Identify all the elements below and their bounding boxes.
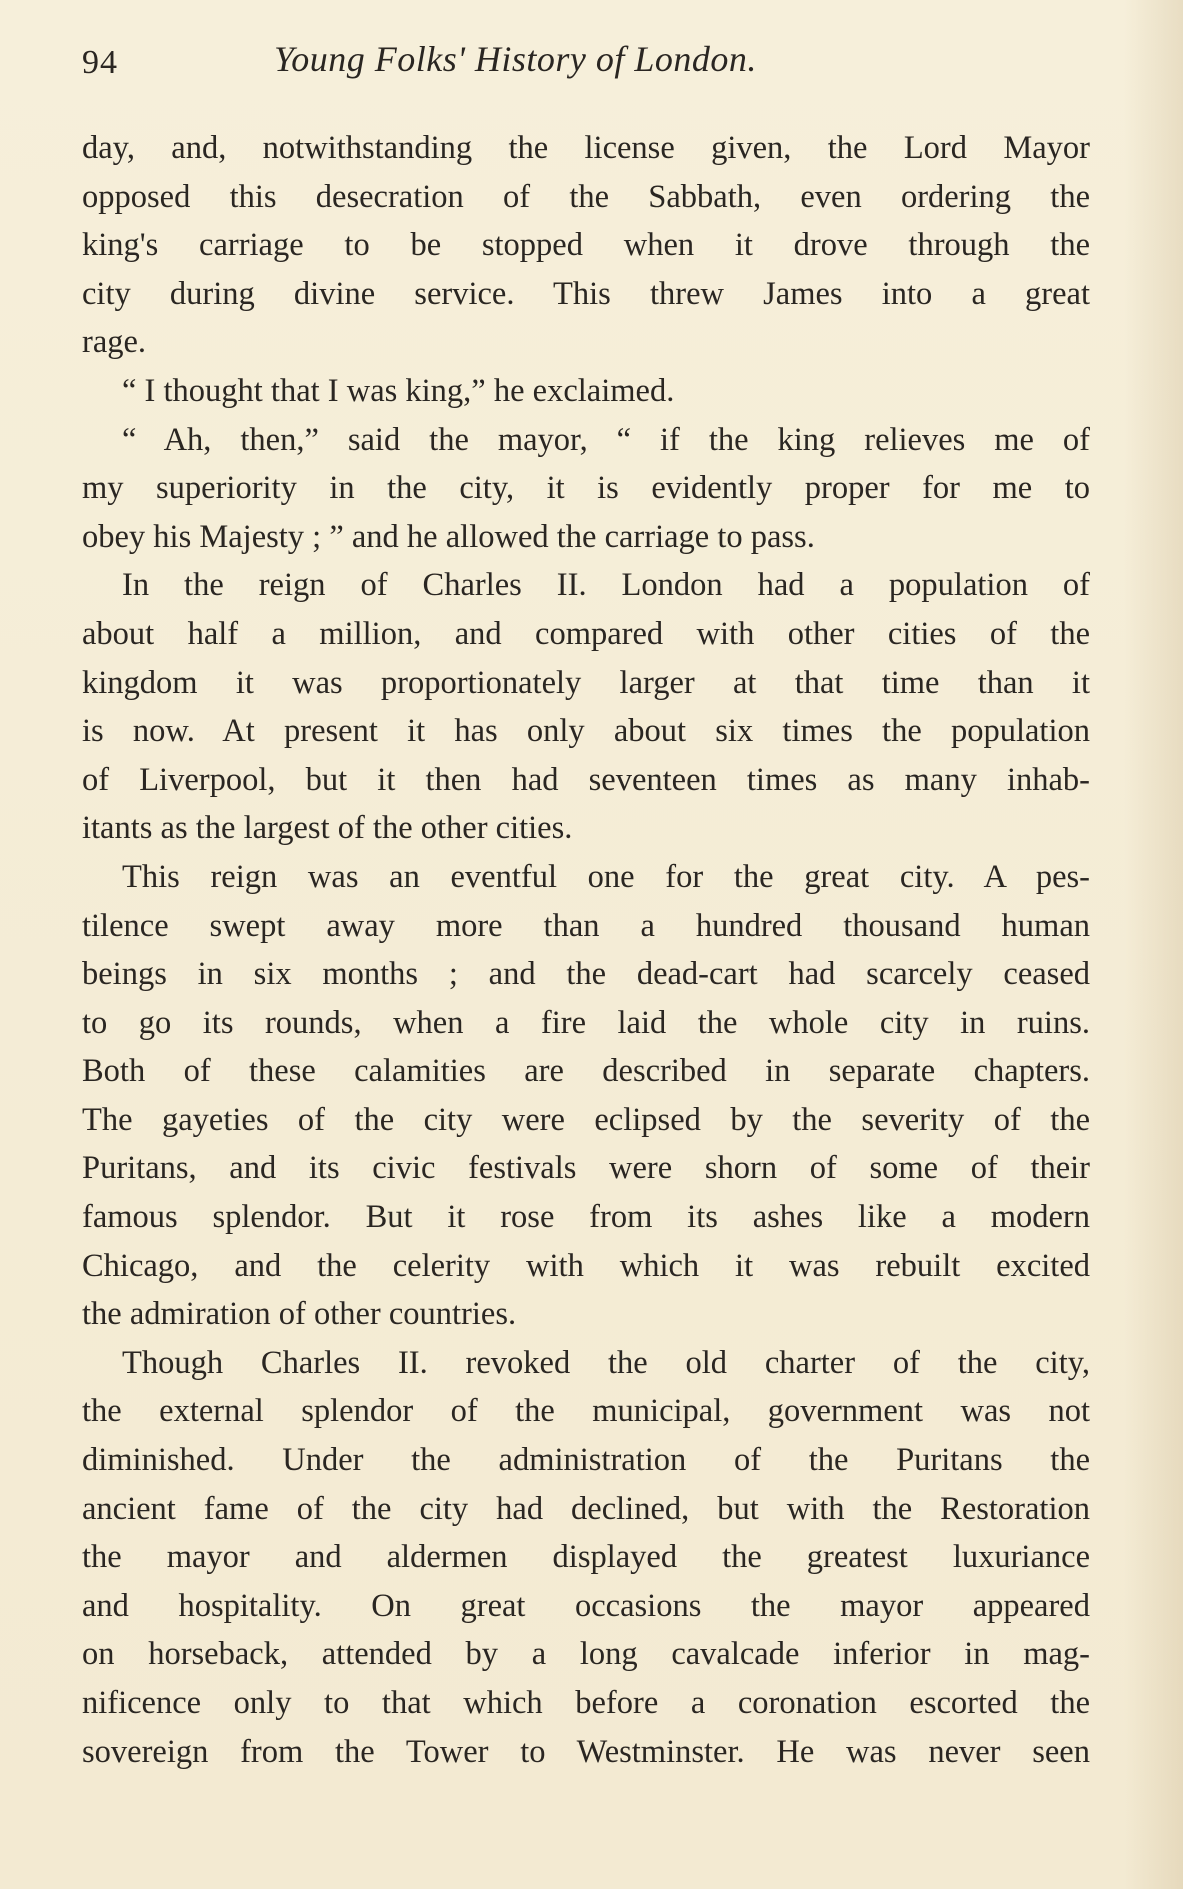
text-line: “ I thought that I was king,” he exclaimed. (122, 372, 675, 409)
text-line: opposed this desecration of the Sabbath, even ordering the (82, 178, 1090, 215)
text-line: nificence only to that which before a coronation escorted the (82, 1685, 1090, 1721)
text-line: diminished. Under the administration of the Puritans the (82, 1442, 1090, 1479)
text-line: beings in six months ; and the dead-cart had scarcely ceased (82, 956, 1090, 993)
text-line: on horseback, attended by a long cavalcade inferior in mag- (82, 1636, 1090, 1673)
text-line: rage. (82, 324, 147, 361)
text-line: the external splendor of the municipal, government was not (82, 1393, 1090, 1430)
text-line: city during divine service. This threw James into a great (82, 275, 1090, 312)
text-line: kingdom it was proportionately larger at that time than it (82, 664, 1090, 701)
text-line: king's carriage to be stopped when it drove through the (82, 227, 1090, 264)
text-line: Both of these calamities are described in separate chapters. (82, 1053, 1090, 1090)
text-line: famous splendor. But it rose from its ashes like a modern (82, 1199, 1090, 1236)
text-line: Puritans, and its civic festivals were shorn of some of their (82, 1150, 1090, 1187)
text-line: In the reign of Charles II. London had a population of (122, 567, 1090, 604)
text-line: day, and, notwithstanding the license given, the Lord Mayor (82, 130, 1090, 166)
text-line: the mayor and aldermen displayed the greatest luxuriance (82, 1539, 1090, 1576)
text-line: Though Charles II. revoked the old charter of the city, (122, 1344, 1090, 1381)
text-line: This reign was an eventful one for the great city. A pes- (122, 858, 1090, 895)
text-line: my superiority in the city, it is evidently proper for me to (82, 470, 1090, 507)
text-line: tilence swept away more than a hundred thousand human (82, 907, 1090, 944)
running-title: Young Folks' History of London. (274, 39, 757, 79)
text-line: is now. At present it has only about six times the population (82, 713, 1090, 750)
text-line: about half a million, and compared with other cities of the (82, 615, 1090, 652)
running-head (82, 38, 1092, 88)
text-line: sovereign from the Tower to Westminster. He was never seen (82, 1733, 1090, 1770)
text-line: The gayeties of the city were eclipsed by the severity of the (82, 1101, 1090, 1138)
text-line: to go its rounds, when a fire laid the whole city in ruins. (82, 1004, 1090, 1041)
text-line: itants as the largest of the other cities. (82, 810, 573, 847)
body-text (82, 124, 1090, 1776)
text-line: Chicago, and the celerity with which it was rebuilt excited (82, 1247, 1090, 1284)
page-number: 94 (82, 44, 118, 81)
text-line: and hospitality. On great occasions the mayor appeared (82, 1587, 1090, 1624)
text-line: the admiration of other countries. (82, 1296, 517, 1333)
text-line: “ Ah, then,” said the mayor, “ if the king relieves me of (122, 421, 1090, 458)
text-line: of Liverpool, but it then had seventeen times as many inhab- (82, 761, 1090, 798)
text-line: ancient fame of the city had declined, but with the Restoration (82, 1490, 1090, 1527)
text-line: obey his Majesty ; ” and he allowed the carriage to pass. (82, 518, 815, 555)
